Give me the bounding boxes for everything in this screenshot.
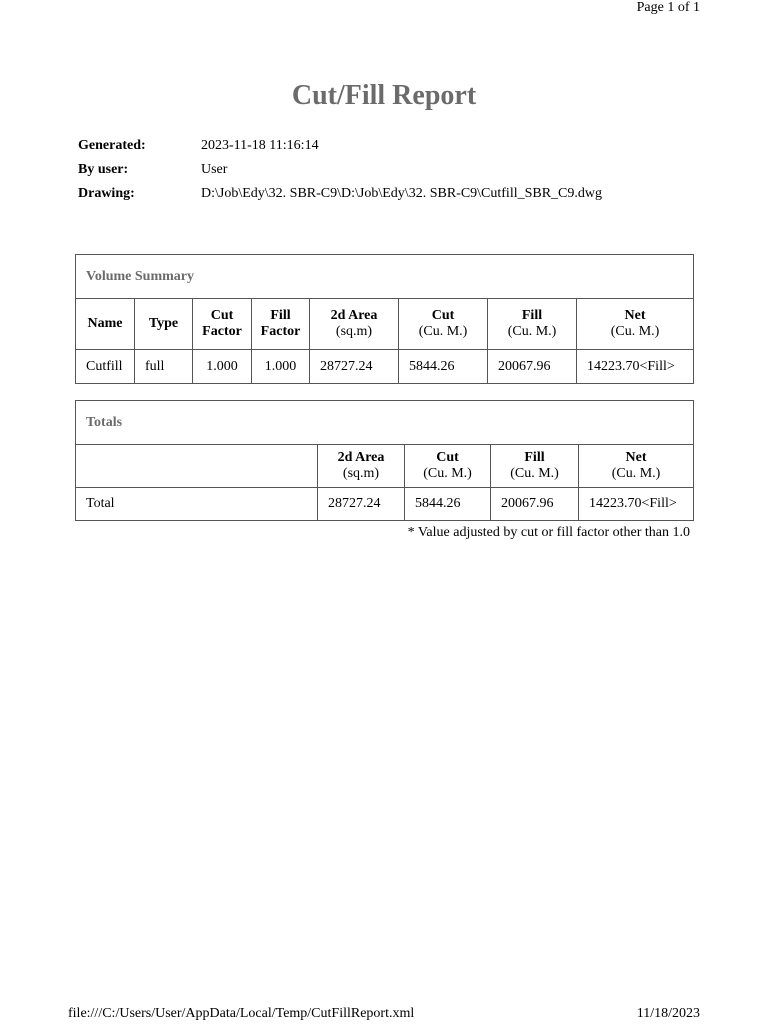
cut-factor-header-line1: Cut — [210, 308, 234, 323]
col-header-blank — [76, 445, 318, 488]
generated-value: 2023-11-18 11:16:14 — [201, 138, 319, 153]
net-header-line1: Net — [624, 308, 646, 323]
cell-type: full — [135, 350, 193, 384]
cell-cut: 5844.26 — [399, 350, 488, 384]
cut-factor-header-line2: Factor — [202, 324, 242, 339]
cut-header-line2: (Cu. M.) — [423, 466, 472, 481]
col-header-cut — [405, 445, 491, 488]
drawing-value: D:\Job\Edy\32. SBR-C9\D:\Job\Edy\32. SBR-C9\Cutfill_SBR_C9.dwg — [201, 186, 603, 201]
cell-cut: 5844.26 — [405, 488, 491, 521]
col-header-net — [577, 299, 694, 350]
net-header-line1: Net — [625, 450, 647, 465]
drawing-label: Drawing: — [78, 186, 135, 201]
cell-2d-area: 28727.24 — [318, 488, 405, 521]
col-header-fill — [488, 299, 577, 350]
volume-summary-header-row — [76, 299, 694, 350]
fill-factor-header-line1: Fill — [270, 308, 291, 323]
cut-header-line2: (Cu. M.) — [418, 324, 468, 339]
cell-fill-factor: 1.000 — [252, 350, 310, 384]
col-header-type: Type — [135, 299, 193, 350]
generated-label: Generated: — [78, 138, 146, 153]
cell-cut-factor: 1.000 — [193, 350, 252, 384]
totals-header-row — [76, 445, 694, 488]
fill-header-line1: Fill — [524, 450, 545, 465]
totals-table — [75, 400, 694, 521]
by-user-label: By user: — [78, 162, 129, 177]
cell-net: 14223.70<Fill> — [579, 488, 694, 521]
area-header-line2: (sq.m) — [342, 466, 380, 481]
footer-file-path: file:///C:/Users/User/AppData/Local/Temp/CutFillReport.xml — [68, 1006, 415, 1021]
cell-total-label: Total — [76, 488, 318, 521]
generated-row — [78, 138, 602, 162]
drawing-row — [78, 186, 602, 210]
cell-net: 14223.70<Fill> — [577, 350, 694, 384]
by-user-value: User — [201, 162, 228, 177]
page-number: Page 1 of 1 — [636, 0, 700, 15]
area-header-line1: 2d Area — [330, 308, 378, 323]
cell-name: Cutfill — [76, 350, 135, 384]
col-header-2d-area — [318, 445, 405, 488]
net-header-line2: (Cu. M.) — [610, 324, 660, 339]
cell-fill: 20067.96 — [491, 488, 579, 521]
cell-2d-area: 28727.24 — [310, 350, 399, 384]
by-user-row — [78, 162, 602, 186]
col-header-cut-factor — [193, 299, 252, 350]
table-row — [76, 488, 694, 521]
fill-header-line2: (Cu. M.) — [510, 466, 559, 481]
volume-summary-title: Volume Summary — [76, 255, 694, 299]
table-row — [76, 350, 694, 384]
cut-header-line1: Cut — [436, 450, 459, 465]
report-title: Cut/Fill Report — [291, 80, 477, 111]
col-header-2d-area — [310, 299, 399, 350]
footnote: * Value adjusted by cut or fill factor other than 1.0 — [407, 525, 690, 540]
cut-header-line1: Cut — [431, 308, 455, 323]
col-header-fill — [491, 445, 579, 488]
net-header-line2: (Cu. M.) — [611, 466, 661, 481]
totals-title: Totals — [76, 401, 694, 445]
col-header-fill-factor — [252, 299, 310, 350]
cell-fill: 20067.96 — [488, 350, 577, 384]
fill-header-line1: Fill — [521, 308, 543, 323]
col-header-name: Name — [76, 299, 135, 350]
area-header-line2: (sq.m) — [335, 324, 373, 339]
volume-summary-table — [75, 254, 694, 384]
fill-header-line2: (Cu. M.) — [507, 324, 557, 339]
area-header-line1: 2d Area — [337, 450, 385, 465]
report-metadata — [78, 138, 602, 210]
fill-factor-header-line2: Factor — [260, 324, 301, 339]
col-header-cut — [399, 299, 488, 350]
col-header-net — [579, 445, 694, 488]
footer-date: 11/18/2023 — [636, 1006, 700, 1021]
